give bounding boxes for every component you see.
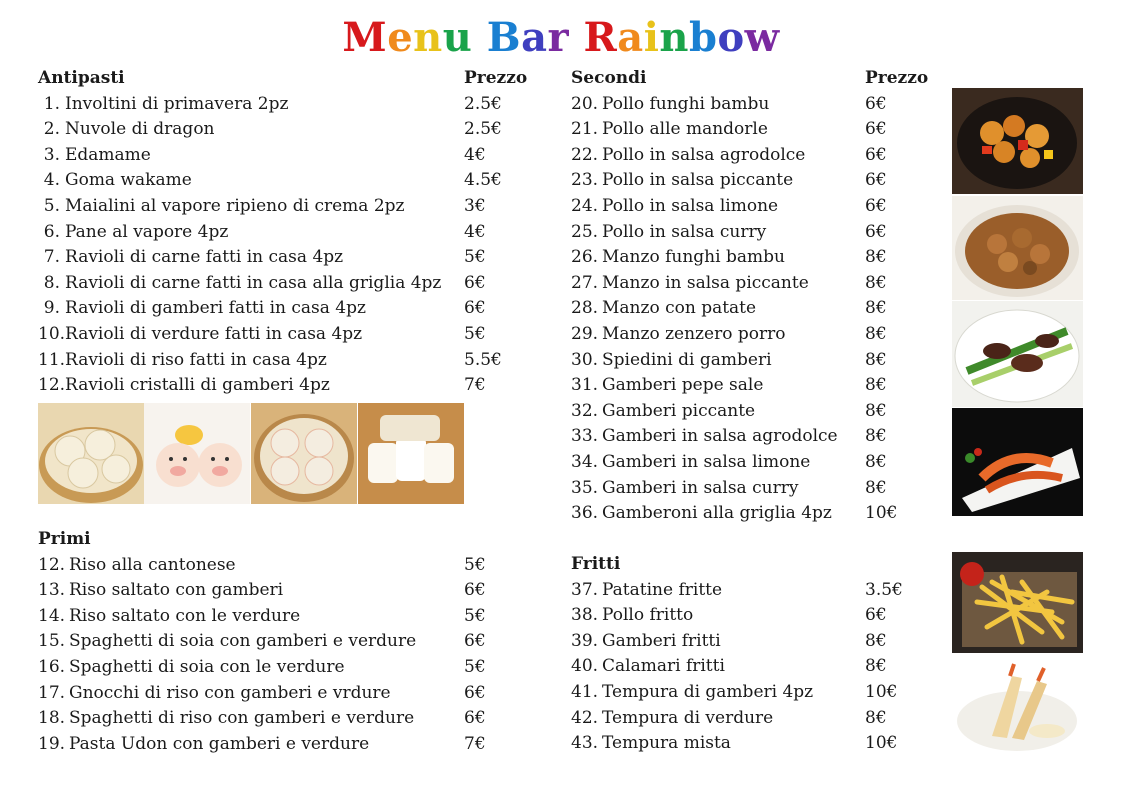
item-name: Pollo in salsa agrodolce <box>602 144 806 165</box>
menu-item <box>571 245 946 271</box>
item-number: 12. <box>38 375 66 396</box>
item-name: Ravioli di carne fatti in casa 4pz <box>65 247 344 268</box>
item-name: Tempura di verdure <box>602 707 774 728</box>
item-price: 8€ <box>865 477 887 498</box>
grilled-prawns-photo <box>952 408 1083 516</box>
item-price: 6€ <box>865 195 887 216</box>
item-name: Manzo con patate <box>602 298 757 319</box>
item-number: 20. <box>571 93 599 114</box>
item-number: 12. <box>38 554 66 575</box>
menu-item <box>571 501 946 527</box>
item-price: 10€ <box>865 681 898 702</box>
item-number: 23. <box>571 170 599 191</box>
item-price: 3€ <box>464 195 486 216</box>
piggy-buns-photo <box>144 403 250 504</box>
item-price: 6€ <box>464 272 486 293</box>
item-number: 3. <box>43 144 60 165</box>
item-name: Manzo in salsa piccante <box>602 272 809 293</box>
menu-item <box>38 194 538 220</box>
title-letter: b <box>688 14 718 61</box>
menu-item <box>38 732 538 758</box>
item-price: 6€ <box>464 682 486 703</box>
menu-item <box>38 168 538 194</box>
item-number: 35. <box>571 477 599 498</box>
menu-item <box>571 680 946 706</box>
fritti-header <box>571 552 946 578</box>
item-price: 8€ <box>865 451 887 472</box>
item-price: 4€ <box>464 221 486 242</box>
item-price: 6€ <box>865 119 887 140</box>
menu-item <box>38 348 538 374</box>
title-letter: B <box>486 14 522 61</box>
item-number: 37. <box>571 579 599 600</box>
primi-list <box>38 553 538 758</box>
antipasti-list <box>38 92 538 399</box>
menu-title <box>0 14 1122 62</box>
item-price: 6€ <box>464 580 486 601</box>
menu-item <box>38 117 538 143</box>
item-name: Gamberi in salsa curry <box>602 477 799 498</box>
item-number: 24. <box>571 195 599 216</box>
item-name: Gamberi fritti <box>602 630 721 651</box>
title-letter: i <box>643 14 660 61</box>
secondi-section <box>571 66 946 527</box>
section-heading: Fritti <box>571 554 621 574</box>
item-price: 8€ <box>865 375 887 396</box>
item-name: Manzo zenzero porro <box>602 323 786 344</box>
menu-item <box>571 322 946 348</box>
secondi-list <box>571 92 946 527</box>
menu-item <box>571 654 946 680</box>
item-number: 21. <box>571 119 599 140</box>
item-number: 28. <box>571 298 599 319</box>
item-name: Pollo funghi bambu <box>602 93 770 114</box>
item-price: 7€ <box>464 733 486 754</box>
item-number: 32. <box>571 400 599 421</box>
item-name: Ravioli di riso fatti in casa 4pz <box>65 349 327 370</box>
item-number: 9. <box>43 298 60 319</box>
item-name: Riso saltato con le verdure <box>69 605 301 626</box>
primi-header <box>38 527 538 553</box>
item-number: 16. <box>38 656 66 677</box>
item-price: 7€ <box>464 375 486 396</box>
fritti-list <box>571 578 946 757</box>
menu-item <box>38 553 538 579</box>
item-price: 6€ <box>865 144 887 165</box>
item-name: Riso saltato con gamberi <box>69 580 284 601</box>
menu-item <box>38 578 538 604</box>
menu-item <box>38 706 538 732</box>
item-name: Pollo fritto <box>602 605 694 626</box>
antipasti-header <box>38 66 538 92</box>
title-letter: o <box>717 14 745 61</box>
price-column-heading: Prezzo <box>464 68 528 88</box>
item-name: Spiedini di gamberi <box>602 349 772 370</box>
item-number: 17. <box>38 682 66 703</box>
item-price: 5€ <box>464 247 486 268</box>
item-price: 4€ <box>464 144 486 165</box>
menu-item <box>571 450 946 476</box>
item-price: 3.5€ <box>865 579 903 600</box>
menu-item <box>571 424 946 450</box>
item-name: Ravioli di verdure fatti in casa 4pz <box>65 323 363 344</box>
item-name: Pane al vapore 4pz <box>65 221 229 242</box>
item-name: Ravioli cristalli di gamberi 4pz <box>65 375 330 396</box>
item-number: 8. <box>43 272 60 293</box>
menu-item <box>571 578 946 604</box>
item-number: 25. <box>571 221 599 242</box>
item-name: Patatine fritte <box>602 579 723 600</box>
item-name: Spaghetti di riso con gamberi e verdure <box>69 708 415 729</box>
item-price: 8€ <box>865 349 887 370</box>
item-number: 2. <box>43 119 60 140</box>
item-price: 5.5€ <box>464 349 502 370</box>
item-number: 6. <box>43 221 60 242</box>
item-name: Pollo in salsa piccante <box>602 170 794 191</box>
tempura-photo <box>952 656 1083 756</box>
item-name: Pollo alle mandorle <box>602 119 768 140</box>
item-price: 8€ <box>865 707 887 728</box>
item-number: 41. <box>571 681 599 702</box>
item-number: 29. <box>571 323 599 344</box>
item-name: Pollo in salsa limone <box>602 195 779 216</box>
menu-item <box>571 706 946 732</box>
title-letter: r <box>547 14 570 61</box>
title-letter: a <box>617 14 644 61</box>
item-price: 8€ <box>865 426 887 447</box>
item-price: 5€ <box>464 554 486 575</box>
menu-item <box>38 681 538 707</box>
menu-item <box>38 92 538 118</box>
item-price: 2.5€ <box>464 119 502 140</box>
menu-item <box>571 476 946 502</box>
menu-item <box>38 373 538 399</box>
item-price: 8€ <box>865 400 887 421</box>
item-price: 4.5€ <box>464 170 502 191</box>
sweet-sour-chicken-photo <box>952 88 1083 194</box>
curry-chicken-photo <box>952 196 1083 300</box>
item-number: 14. <box>38 605 66 626</box>
menu-item <box>38 271 538 297</box>
title-letter: n <box>413 14 443 61</box>
item-name: Tempura mista <box>602 733 731 754</box>
title-letter: M <box>342 14 388 61</box>
title-letter: n <box>659 14 689 61</box>
item-price: 6€ <box>865 221 887 242</box>
item-number: 42. <box>571 707 599 728</box>
menu-item <box>571 220 946 246</box>
item-name: Goma wakame <box>65 170 192 191</box>
menu-item <box>571 296 946 322</box>
item-price: 6€ <box>464 631 486 652</box>
item-name: Gamberi piccante <box>602 400 756 421</box>
item-price: 8€ <box>865 298 887 319</box>
item-number: 34. <box>571 451 599 472</box>
item-number: 1. <box>43 93 60 114</box>
item-name: Spaghetti di soia con le verdure <box>69 656 345 677</box>
item-number: 30. <box>571 349 599 370</box>
fritti-section <box>571 552 946 757</box>
item-name: Ravioli di carne fatti in casa alla griglia 4pz <box>65 272 442 293</box>
menu-item <box>571 399 946 425</box>
item-number: 39. <box>571 630 599 651</box>
item-name: Pasta Udon con gamberi e verdure <box>69 733 370 754</box>
menu-item <box>38 629 538 655</box>
item-name: Ravioli di gamberi fatti in casa 4pz <box>65 298 366 319</box>
menu-item <box>571 348 946 374</box>
shrimp-dumplings-photo <box>251 403 357 504</box>
antipasti-section <box>38 66 538 399</box>
menu-item <box>571 373 946 399</box>
item-price: 8€ <box>865 323 887 344</box>
item-name: Gamberi in salsa limone <box>602 451 811 472</box>
item-name: Tempura di gamberi 4pz <box>602 681 814 702</box>
title-letter: e <box>387 14 414 61</box>
item-name: Edamame <box>65 144 151 165</box>
price-column-heading: Prezzo <box>865 68 929 88</box>
item-name: Nuvole di dragon <box>65 119 215 140</box>
item-name: Gamberi pepe sale <box>602 375 764 396</box>
item-number: 15. <box>38 631 66 652</box>
item-number: 11. <box>38 349 66 370</box>
item-price: 5€ <box>464 605 486 626</box>
item-name: Maialini al vapore ripieno di crema 2pz <box>65 195 405 216</box>
item-number: 4. <box>43 170 60 191</box>
item-price: 10€ <box>865 503 898 524</box>
item-number: 38. <box>571 605 599 626</box>
item-name: Gamberi in salsa agrodolce <box>602 426 838 447</box>
item-name: Riso alla cantonese <box>69 554 236 575</box>
menu-item <box>571 143 946 169</box>
item-price: 8€ <box>865 247 887 268</box>
steamed-bread-photo <box>358 403 464 504</box>
primi-section <box>38 527 538 757</box>
menu-item <box>38 143 538 169</box>
menu-item <box>38 322 538 348</box>
item-name: Involtini di primavera 2pz <box>65 93 289 114</box>
item-price: 6€ <box>865 93 887 114</box>
item-number: 10. <box>38 323 66 344</box>
section-heading: Secondi <box>571 68 647 88</box>
menu-item <box>38 296 538 322</box>
item-number: 43. <box>571 733 599 754</box>
menu-item <box>571 168 946 194</box>
menu-item <box>38 655 538 681</box>
item-number: 13. <box>38 580 66 601</box>
item-price: 6€ <box>464 708 486 729</box>
menu-item <box>571 629 946 655</box>
item-number: 26. <box>571 247 599 268</box>
item-price: 6€ <box>865 605 887 626</box>
item-number: 5. <box>43 195 60 216</box>
item-price: 6€ <box>464 298 486 319</box>
item-price: 6€ <box>865 170 887 191</box>
title-letter: w <box>744 14 780 61</box>
item-number: 18. <box>38 708 66 729</box>
menu-item <box>38 245 538 271</box>
item-number: 7. <box>43 247 60 268</box>
item-name: Gnocchi di riso con gamberi e vrdure <box>69 682 391 703</box>
item-name: Spaghetti di soia con gamberi e verdure <box>69 631 417 652</box>
title-letter: u <box>442 14 473 61</box>
item-price: 8€ <box>865 630 887 651</box>
section-heading: Antipasti <box>38 68 125 88</box>
item-price: 5€ <box>464 656 486 677</box>
menu-item <box>38 604 538 630</box>
item-name: Calamari fritti <box>602 656 725 677</box>
title-letter <box>569 14 583 62</box>
beef-leek-photo <box>952 301 1083 407</box>
item-number: 19. <box>38 733 66 754</box>
title-letter <box>472 14 486 62</box>
item-number: 36. <box>571 503 599 524</box>
steamed-dumplings-photo <box>38 403 144 504</box>
menu-item <box>571 194 946 220</box>
item-price: 8€ <box>865 272 887 293</box>
french-fries-photo <box>952 552 1083 653</box>
item-price: 2.5€ <box>464 93 502 114</box>
menu-item <box>571 92 946 118</box>
item-number: 31. <box>571 375 599 396</box>
menu-item <box>571 117 946 143</box>
item-number: 27. <box>571 272 599 293</box>
section-heading: Primi <box>38 529 91 549</box>
item-price: 10€ <box>865 733 898 754</box>
item-number: 40. <box>571 656 599 677</box>
item-name: Gamberoni alla griglia 4pz <box>602 503 832 524</box>
secondi-header <box>571 66 946 92</box>
menu-item <box>571 603 946 629</box>
item-name: Manzo funghi bambu <box>602 247 785 268</box>
item-name: Pollo in salsa curry <box>602 221 767 242</box>
menu-item <box>38 220 538 246</box>
title-letter: a <box>521 14 548 61</box>
title-letter: R <box>583 14 618 61</box>
menu-item <box>571 271 946 297</box>
item-price: 5€ <box>464 323 486 344</box>
item-number: 22. <box>571 144 599 165</box>
item-number: 33. <box>571 426 599 447</box>
menu-item <box>571 731 946 757</box>
item-price: 8€ <box>865 656 887 677</box>
